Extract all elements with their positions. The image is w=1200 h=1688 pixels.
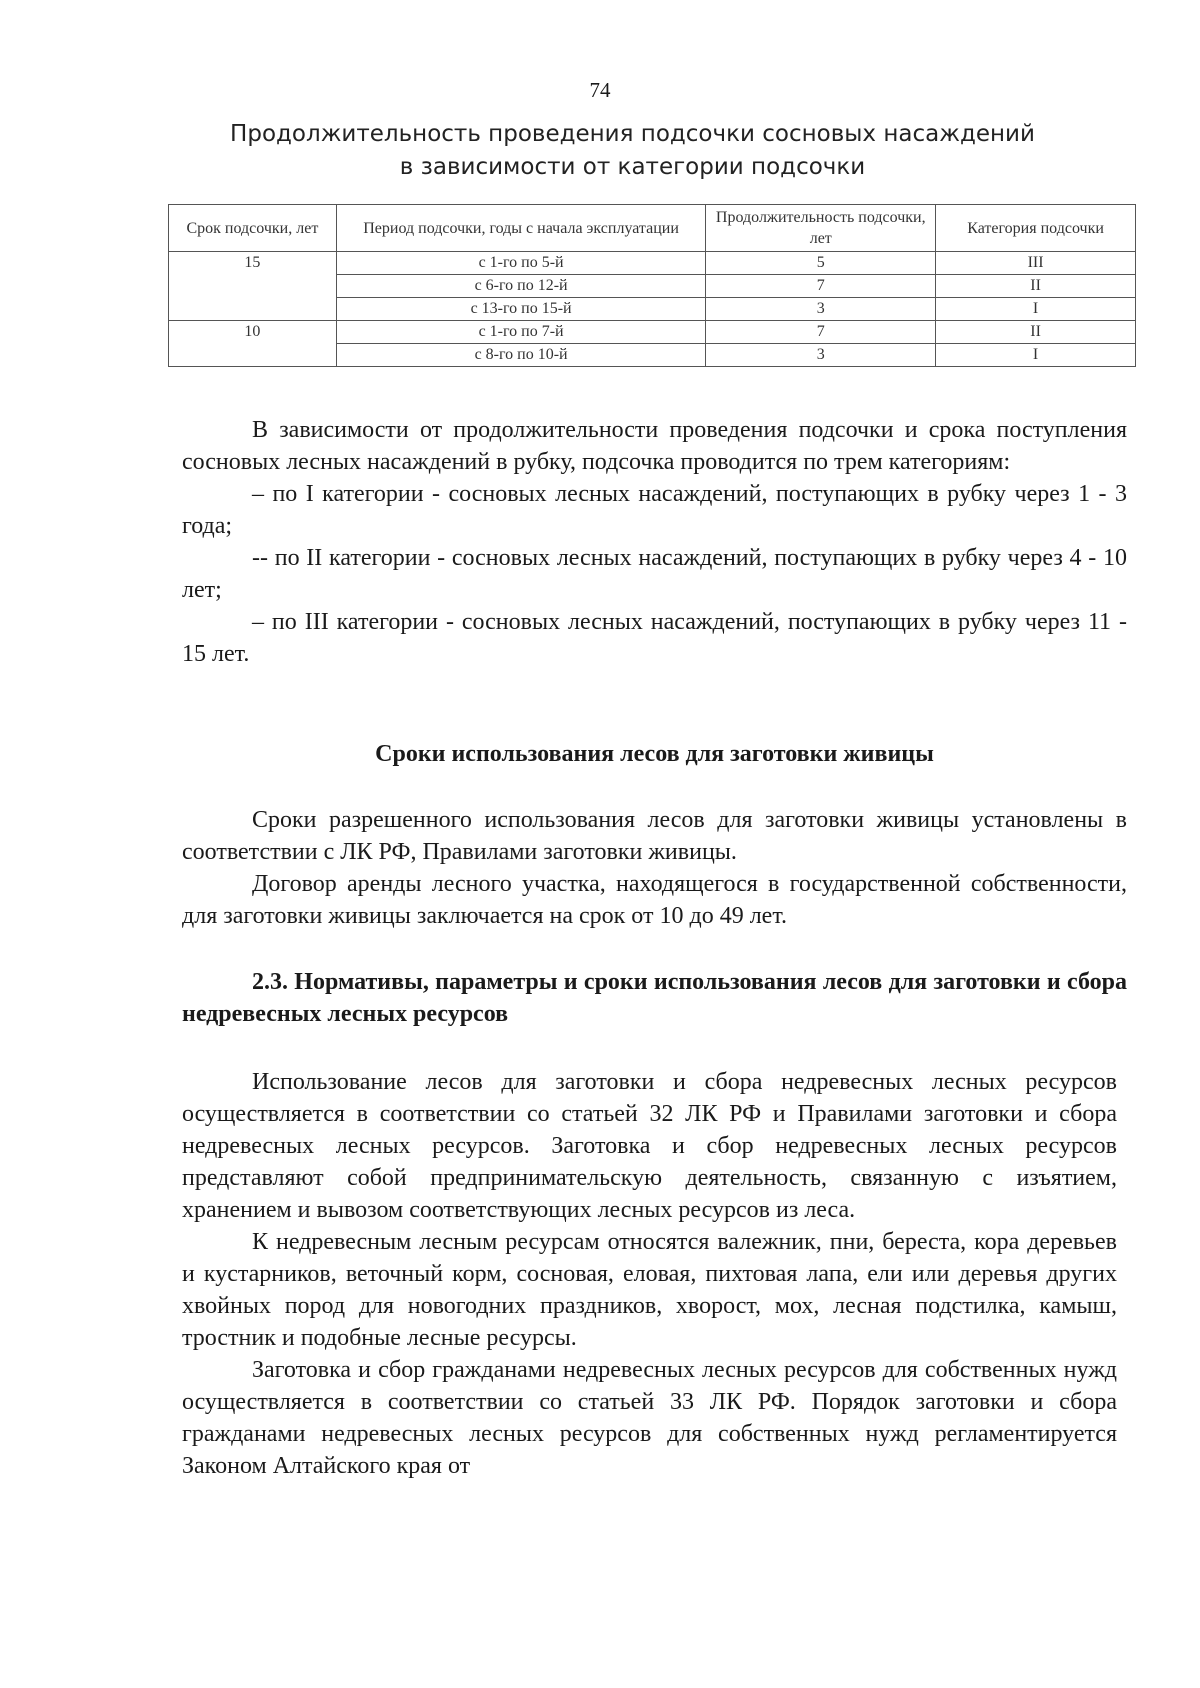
period-cell: с 8-го по 10-й — [336, 344, 706, 367]
resin-section-text — [182, 804, 1127, 932]
period-cell: с 6-го по 12-й — [336, 275, 706, 298]
period-cell: с 1-го по 7-й — [336, 321, 706, 344]
resin-paragraph-1: Сроки разрешенного использования лесов для заготовки живицы установлены в соответствии с ЛК РФ, Правилами заготовки живицы. — [182, 807, 1127, 865]
category-cell: II — [936, 275, 1136, 298]
category-cell: II — [936, 321, 1136, 344]
duration-cell: 7 — [706, 321, 936, 344]
category-cell: I — [936, 344, 1136, 367]
category-item-3: – по III категории - сосновых лесных насаждений, поступающих в рубку через 11 - 15 лет. — [182, 609, 1127, 667]
category-cell: I — [936, 298, 1136, 321]
table-title-line-1: Продолжительность проведения подсочки сосновых насаждений — [230, 121, 1035, 147]
table-row — [169, 321, 1136, 344]
resin-paragraph-2: Договор аренды лесного участка, находящегося в государственной собственности, для заготовки живицы заключается на срок от 10 до 49 лет. — [182, 871, 1127, 929]
term-cell: 10 — [169, 321, 337, 367]
category-cell: III — [936, 252, 1136, 275]
table-title — [170, 118, 1095, 184]
table-title-line-2: в зависимости от категории подсочки — [399, 154, 866, 180]
header-period: Период подсочки, годы с начала эксплуатации — [336, 205, 706, 252]
section-2-3-text — [182, 1066, 1117, 1482]
duration-cell: 3 — [706, 298, 936, 321]
category-item-2: -- по II категории - сосновых лесных насаждений, поступающих в рубку через 4 - 10 лет; — [182, 545, 1127, 603]
header-term: Срок подсочки, лет — [169, 205, 337, 252]
tapping-duration-table — [168, 204, 1136, 367]
duration-cell: 5 — [706, 252, 936, 275]
section-2-3-paragraph-2: К недревесным лесным ресурсам относятся валежник, пни, береста, кора деревьев и кустарников, веточный корм, сосновая, еловая, пихтовая лапа, ели или деревья других хвойных пород для новогодних праздников, хворост, мох, лесная подстилка, камыш, тростник и подобные лесные ресурсы. — [182, 1229, 1117, 1351]
categories-text — [182, 414, 1127, 670]
period-cell: с 1-го по 5-й — [336, 252, 706, 275]
section-2-3-paragraph-1: Использование лесов для заготовки и сбора недревесных лесных ресурсов осуществляется в соответствии со статьей 32 ЛК РФ и Правилами заготовки и сбора недревесных лесных ресурсов. Заготовка и сбор недревесных лесных ресурсов представляют собой предпринимательскую деятельность, связанную с изъятием, хранением и вывозом соответствующих лесных ресурсов из леса. — [182, 1069, 1117, 1223]
category-item-1: – по I категории - сосновых лесных насаждений, поступающих в рубку через 1 - 3 года; — [182, 481, 1127, 539]
table-header-row — [169, 205, 1136, 252]
term-cell: 15 — [169, 252, 337, 321]
duration-cell: 7 — [706, 275, 936, 298]
section-2-3-paragraph-3: Заготовка и сбор гражданами недревесных лесных ресурсов для собственных нужд осуществляется в соответствии со статьей 33 ЛК РФ. Порядок заготовки и сбора гражданами недревесных лесных ресурсов для собственных нужд регламентируется Законом Алтайского края от — [182, 1357, 1117, 1479]
resin-section-heading: Сроки использования лесов для заготовки живицы — [375, 741, 934, 767]
categories-intro: В зависимости от продолжительности проведения подсочки и срока поступления сосновых лесных насаждений в рубку, подсочка проводится по трем категориям: — [182, 417, 1127, 475]
page-number: 74 — [589, 78, 611, 102]
header-duration: Продолжительность подсочки, лет — [706, 205, 936, 252]
table-row — [169, 252, 1136, 275]
header-category: Категория подсочки — [936, 205, 1136, 252]
period-cell: с 13-го по 15-й — [336, 298, 706, 321]
section-2-3-heading: 2.3. Нормативы, параметры и сроки использования лесов для заготовки и сбора недревесных лесных ресурсов — [182, 969, 1127, 1027]
duration-cell: 3 — [706, 344, 936, 367]
